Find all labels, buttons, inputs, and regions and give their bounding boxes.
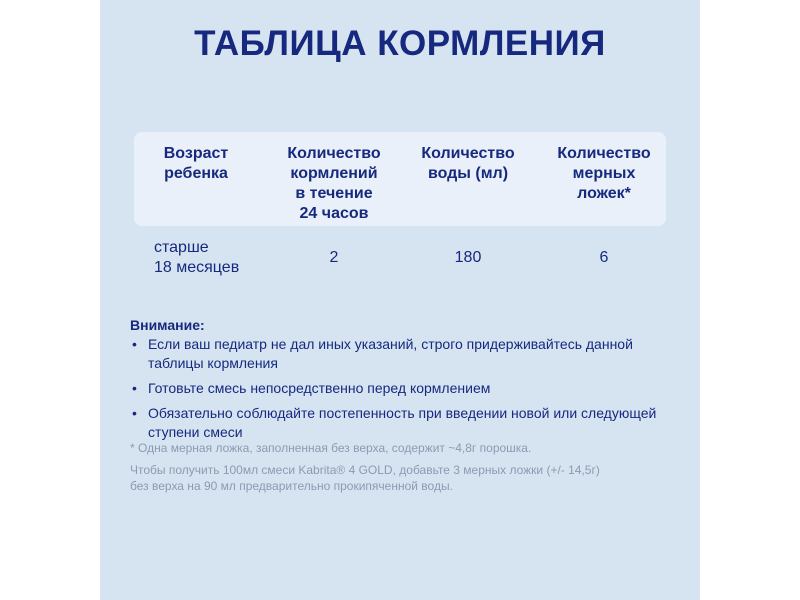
header-water-amount: Количество воды (мл) xyxy=(421,145,515,182)
cell-scoops: 6 xyxy=(599,249,609,266)
bullet-icon: • xyxy=(132,405,137,421)
attention-item xyxy=(130,379,660,398)
attention-section xyxy=(130,316,660,448)
attention-item-text: Обязательно соблюдайте постепенность при введении новой или следующей ступени смеси xyxy=(148,405,657,440)
bullet-icon: • xyxy=(132,336,137,352)
header-scoops: Количество мерных ложек* xyxy=(557,145,651,202)
footnote-preparation: Чтобы получить 100мл смеси Kabrita® 4 GOLD, добавьте 3 мерных ложки (+/- 14,5г) без верха на 90 мл предварительно прокипяченной воды. xyxy=(130,463,600,493)
page-title: ТАБЛИЦА КОРМЛЕНИЯ xyxy=(194,24,606,63)
attention-item-text: Если ваш педиатр не дал иных указаний, строго придерживайтесь данной таблицы кормления xyxy=(148,336,633,371)
attention-item-text: Готовьте смесь непосредственно перед кормлением xyxy=(148,380,491,396)
attention-item xyxy=(130,335,660,373)
header-feedings-per-day: Количество кормлений в течение 24 часов xyxy=(287,145,381,222)
footnote-scoop: * Одна мерная ложка, заполненная без верха, содержит ~4,8г порошка. xyxy=(130,441,532,455)
cell-water: 180 xyxy=(454,249,482,266)
cell-feedings: 2 xyxy=(329,249,339,266)
feeding-table-card xyxy=(100,0,700,600)
attention-item xyxy=(130,404,660,442)
bullet-icon: • xyxy=(132,380,137,396)
footnotes xyxy=(130,440,670,500)
cell-age: старше 18 месяцев xyxy=(154,239,240,276)
attention-list xyxy=(130,335,660,442)
table-header xyxy=(134,132,666,226)
attention-title: Внимание: xyxy=(130,317,205,333)
header-age: Возраст ребенка xyxy=(163,145,229,182)
